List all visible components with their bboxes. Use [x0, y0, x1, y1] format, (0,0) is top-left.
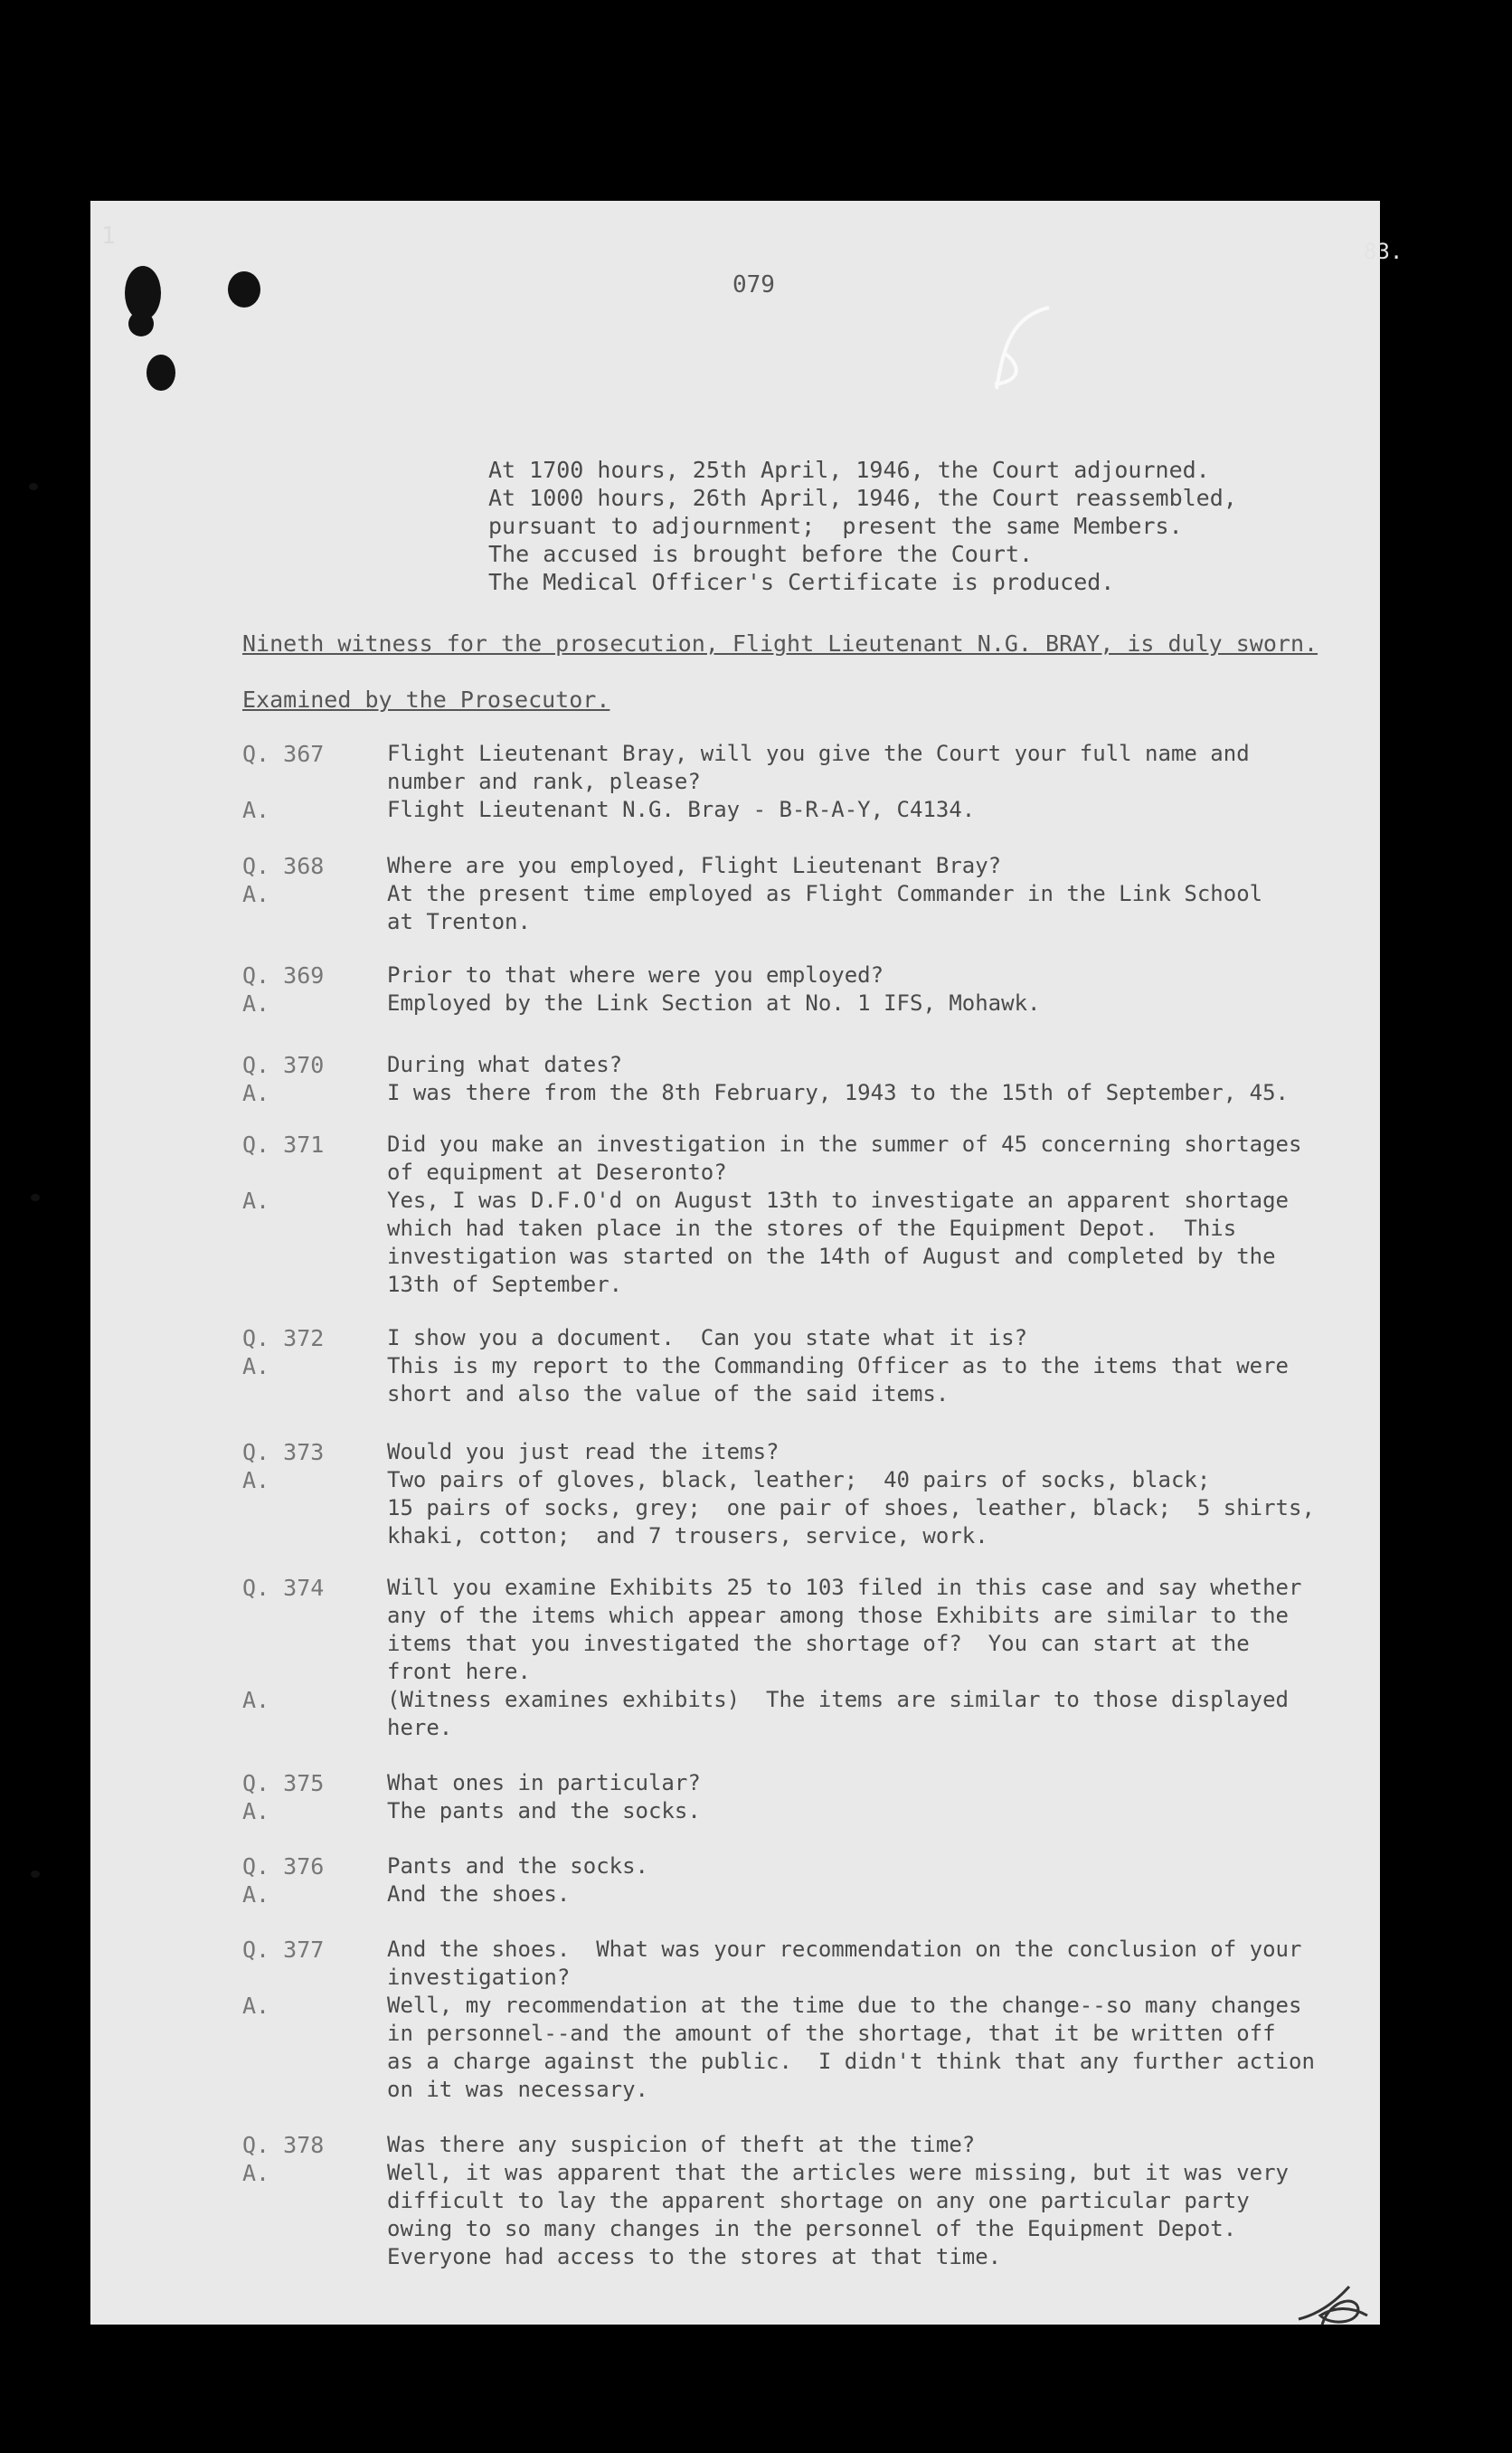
question-label: Q. 377: [242, 1937, 325, 1963]
question-text: During what dates?: [387, 1052, 623, 1077]
answer-label: A.: [242, 1188, 270, 1214]
answer-text: Flight Lieutenant N.G. Bray - B-R-A-Y, C4134.: [387, 797, 976, 822]
answer-text: (Witness examines exhibits) The items are similar to those displayed here.: [387, 1687, 1289, 1740]
left-margin-mark: 1: [101, 223, 116, 250]
handwritten-initials: [1295, 2279, 1371, 2330]
ink-blot: [228, 271, 260, 308]
adjournment-line: The Medical Officer's Certificate is produced.: [488, 569, 1115, 595]
answer-text: I was there from the 8th February, 1943 to the 15th of September, 45.: [387, 1080, 1289, 1105]
answer-label: A.: [242, 1467, 270, 1493]
adjournment-line: pursuant to adjournment; present the same Members.: [488, 513, 1183, 539]
question-label: Q. 372: [242, 1325, 325, 1351]
answer-label: A.: [242, 1080, 270, 1106]
question-text: And the shoes. What was your recommendation on the conclusion of your investigation?: [387, 1937, 1302, 1990]
answer-text: Well, my recommendation at the time due to the change--so many changes in personnel--and the amount of the shortage, that it be written off as a charge against the public. I didn't think that any further action on it was necessary.: [387, 1993, 1315, 2102]
answer-label: A.: [242, 990, 270, 1017]
answer-label: A.: [242, 1881, 270, 1908]
question-text: Was there any suspicion of theft at the time?: [387, 2132, 976, 2157]
document-number: 079: [732, 271, 775, 298]
question-label: Q. 369: [242, 962, 325, 989]
ink-speck: [29, 483, 38, 490]
answer-text: Employed by the Link Section at No. 1 IFS, Mohawk.: [387, 990, 1041, 1016]
question-text: What ones in particular?: [387, 1770, 701, 1795]
question-text: Pants and the socks.: [387, 1853, 648, 1879]
question-text: Would you just read the items?: [387, 1439, 780, 1464]
question-label: Q. 374: [242, 1575, 325, 1601]
ink-blot: [146, 355, 175, 391]
answer-text: Two pairs of gloves, black, leather; 40 pairs of socks, black; 15 pairs of socks, grey; one pair of shoes, leather, black; 5 shirts, khaki, cotton; and 7 trousers, service, work.: [387, 1467, 1315, 1549]
page-number: 83.: [1364, 239, 1403, 264]
answer-text: Well, it was apparent that the articles were missing, but it was very difficult to lay the apparent shortage on any one particular party owing to so many changes in the personnel of the Equipment Depot. Everyone had access to the stores at that time.: [387, 2160, 1289, 2269]
adjournment-line: At 1000 hours, 26th April, 1946, the Court reassembled,: [488, 485, 1237, 511]
question-text: Did you make an investigation in the summer of 45 concerning shortages of equipment at Deseronto?: [387, 1132, 1302, 1185]
witness-heading: Nineth witness for the prosecution, Flight Lieutenant N.G. BRAY, is duly sworn.: [242, 630, 1318, 657]
question-text: Where are you employed, Flight Lieutenant Bray?: [387, 853, 1002, 878]
answer-label: A.: [242, 2160, 270, 2186]
question-label: Q. 376: [242, 1853, 325, 1880]
answer-text: At the present time employed as Flight Commander in the Link School at Trenton.: [387, 881, 1263, 934]
question-text: I show you a document. Can you state what it is?: [387, 1325, 1028, 1350]
question-label: Q. 370: [242, 1052, 325, 1078]
answer-label: A.: [242, 881, 270, 907]
answer-label: A.: [242, 1687, 270, 1713]
answer-text: The pants and the socks.: [387, 1798, 701, 1823]
question-label: Q. 367: [242, 741, 325, 767]
answer-label: A.: [242, 1993, 270, 2019]
question-label: Q. 375: [242, 1770, 325, 1796]
question-label: Q. 368: [242, 853, 325, 879]
ink-speck: [31, 1194, 40, 1201]
adjournment-line: At 1700 hours, 25th April, 1946, the Court adjourned.: [488, 457, 1210, 483]
answer-text: And the shoes.: [387, 1881, 571, 1907]
answer-label: A.: [242, 797, 270, 823]
question-text: Prior to that where were you employed?: [387, 962, 884, 988]
answer-text: Yes, I was D.F.O'd on August 13th to investigate an apparent shortage which had taken place in the stores of the Equipment Depot. This investigation was started on the 14th of August and completed by the 13th of September.: [387, 1188, 1289, 1297]
question-label: Q. 371: [242, 1132, 325, 1158]
answer-label: A.: [242, 1353, 270, 1379]
pencil-scribble: [977, 298, 1058, 398]
question-text: Will you examine Exhibits 25 to 103 filed in this case and say whether any of the items which appear among those Exhibits are similar to the items that you investigated the shortage of? You can start at the front here.: [387, 1575, 1302, 1684]
ink-blot: [128, 311, 154, 336]
examined-heading: Examined by the Prosecutor.: [242, 687, 610, 713]
question-text: Flight Lieutenant Bray, will you give the Court your full name and number and rank, please?: [387, 741, 1250, 794]
ink-speck: [31, 1871, 40, 1878]
question-label: Q. 378: [242, 2132, 325, 2158]
adjournment-line: The accused is brought before the Court.: [488, 541, 1034, 567]
answer-label: A.: [242, 1798, 270, 1824]
question-label: Q. 373: [242, 1439, 325, 1465]
answer-text: This is my report to the Commanding Officer as to the items that were short and also the value of the said items.: [387, 1353, 1289, 1406]
